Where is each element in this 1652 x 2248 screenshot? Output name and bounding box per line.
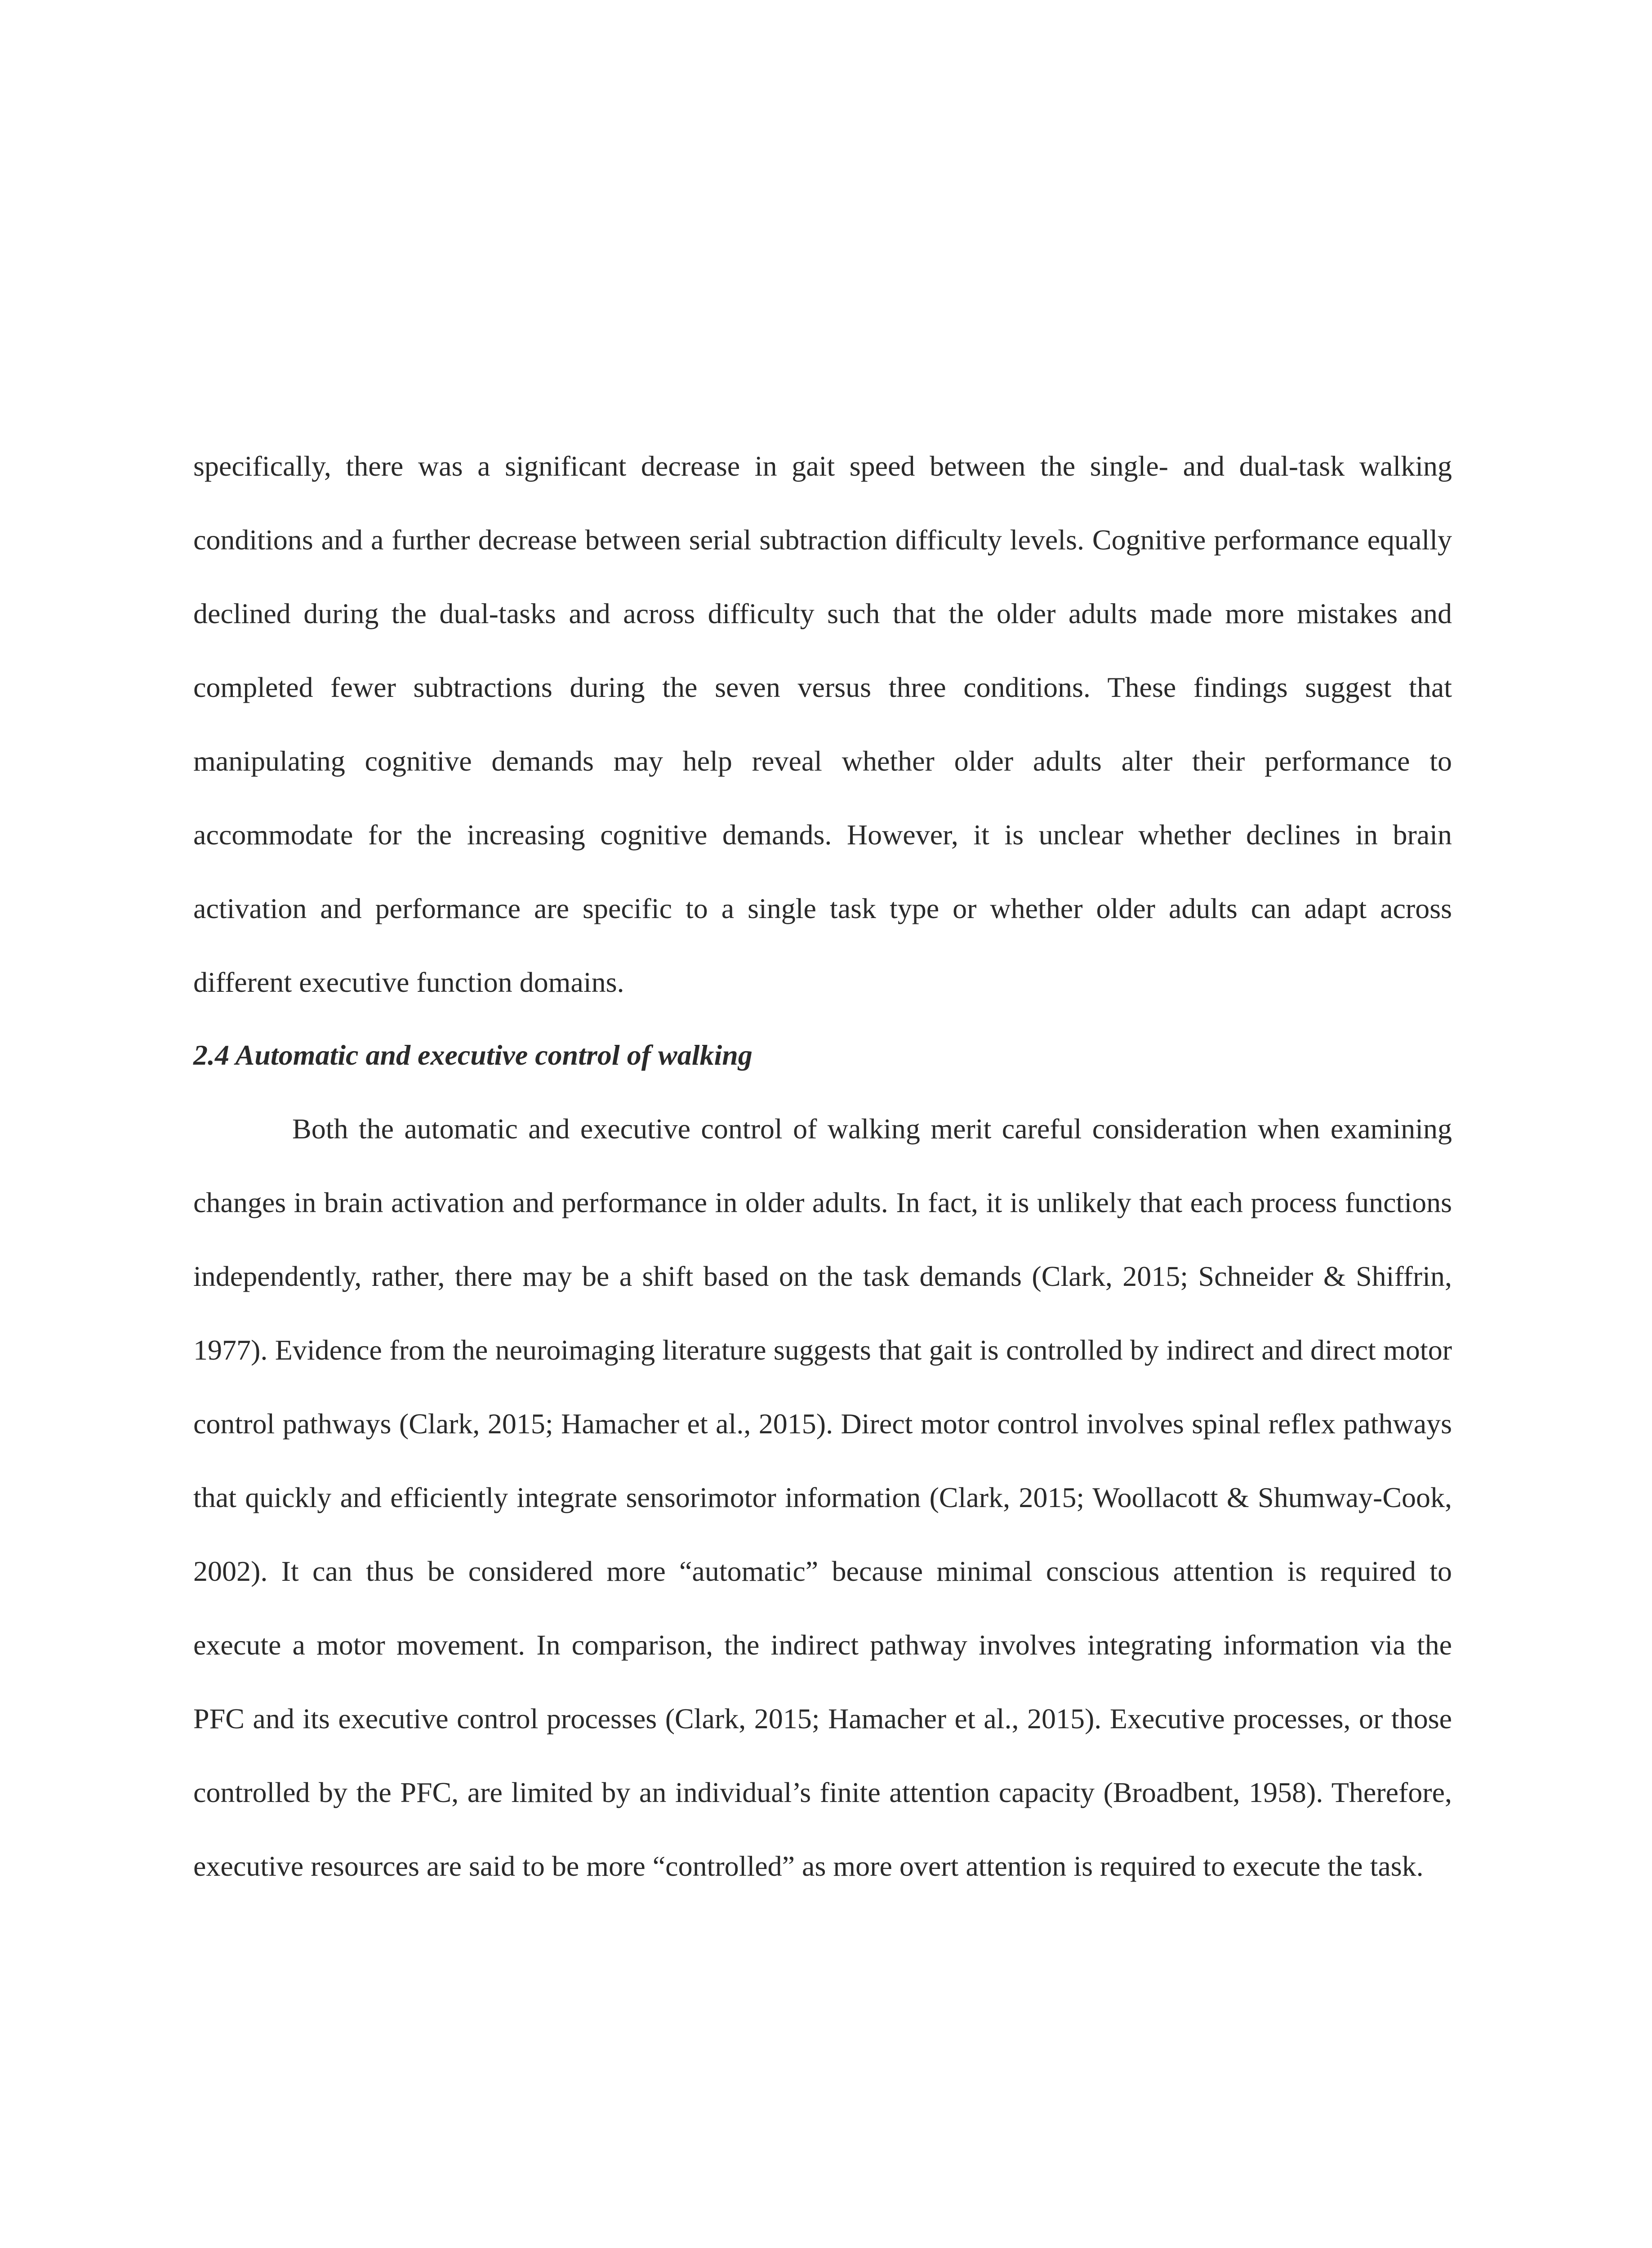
section-paragraph: Both the automatic and executive control of walking merit careful consideration when examining changes in brain activation and performance in older adults. In fact, it is unlikely that each process functions independently, rather, there may be a shift based on the task demands (Clark, 2015; Schneider & Shiffrin, 1977). Evidence from the neuroimaging literature suggests that gait is controlled by indirect and direct motor control pathways (Clark, 2015; Hamacher et al., 2015). Direct motor control involves spinal reflex pathways that quickly and efficiently integrate sensorimotor information (Clark, 2015; Woollacott & Shumway-Cook, 2002). It can thus be considered more “automatic” because minimal conscious attention is required to execute a motor movement. In comparison, the indirect pathway involves integrating information via the PFC and its executive control processes (Clark, 2015; Hamacher et al., 2015). Executive processes, or those controlled by the PFC, are limited by an individual’s finite attention capacity (Broadbent, 1958). Therefore, executive resources are said to be more “controlled” as more overt attention is required to execute the task. <box>193 1113 1452 1882</box>
continued-paragraph: specifically, there was a significant decrease in gait speed between the single- and dual-task walking conditions and a further decrease between serial subtraction difficulty levels. Cognitive performance equally declined during the dual-tasks and across difficulty such that the older adults made more mistakes and completed fewer subtractions during the seven versus three conditions. These findings suggest that manipulating cognitive demands may help reveal whether older adults alter their performance to accommodate for the increasing cognitive demands. However, it is unclear whether declines in brain activation and performance are specific to a single task type or whether older adults can adapt across different executive function domains. <box>193 450 1452 998</box>
section-heading: 2.4 Automatic and executive control of walking <box>193 1039 753 1071</box>
